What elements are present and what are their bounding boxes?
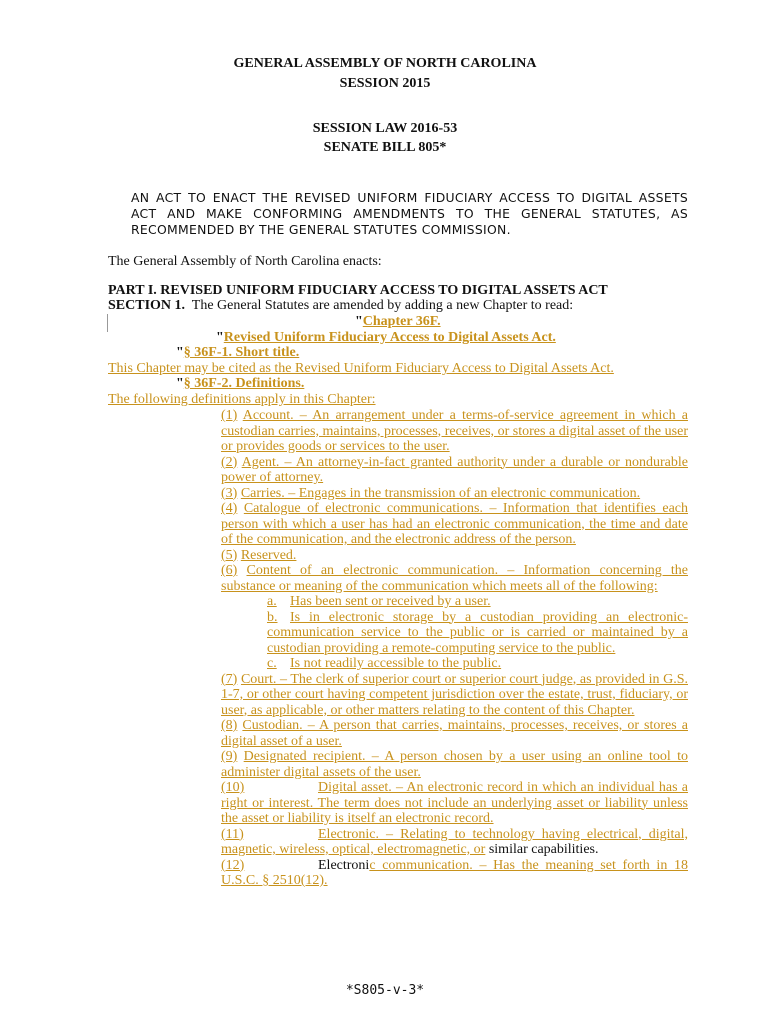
section-1 xyxy=(108,298,573,314)
definition-item xyxy=(221,548,688,564)
text-span: (4) xyxy=(221,501,238,516)
part-heading: PART I. REVISED UNIFORM FIDUCIARY ACCESS TO DIGITAL ASSETS ACT xyxy=(108,283,608,298)
chapter-heading xyxy=(355,314,441,330)
text-span: (3) xyxy=(221,485,238,501)
definition-item xyxy=(221,858,688,889)
text-span: (8) xyxy=(221,718,238,733)
text-span: similar capabilities. xyxy=(485,842,599,857)
change-bar xyxy=(107,314,108,332)
section-text: The General Statutes are amended by adding a new Chapter to read: xyxy=(191,298,574,313)
sub-item xyxy=(267,610,688,657)
definition-item xyxy=(221,780,688,827)
text-span: Carries. – Engages in the transmission of an electronic communication. xyxy=(240,485,641,501)
header-session-law: SESSION LAW 2016-53 xyxy=(312,121,458,136)
text-span: Has been sent or received by a user. xyxy=(290,594,491,609)
definition-item xyxy=(221,672,688,719)
text-span: Account. – An arrangement under a terms-of-service agreement in which a custodian carries, maintains, processes, receives, or stores a digital asset of the user or provides goods or services to the user. xyxy=(221,408,688,454)
text-span: Court. – The clerk of superior court or superior court judge, as provided in G.S. 1-7, or other court having competent jurisdiction over the estate, trust, fiduciary, or user, as applicable, or other matters relating to the content of this Chapter. xyxy=(221,671,688,718)
text-span: Electroni xyxy=(318,857,370,873)
page-footer-barcode-text: *S805-v-3* xyxy=(345,983,425,998)
sub-items xyxy=(267,594,688,672)
text-span: § 36F-2. Definitions. xyxy=(183,376,305,391)
definition-item xyxy=(221,718,688,749)
section-36f-1-heading xyxy=(176,345,299,361)
enacting-clause: The General Assembly of North Carolina enacts: xyxy=(108,254,382,269)
header-session: SESSION 2015 xyxy=(339,76,431,91)
text-span: " xyxy=(176,376,184,391)
header-bill: SENATE BILL 805* xyxy=(323,140,447,155)
text-span: " xyxy=(176,345,184,360)
text-span: § 36F-1. Short title. xyxy=(183,345,300,360)
header-assembly: GENERAL ASSEMBLY OF NORTH CAROLINA xyxy=(233,56,537,71)
text-span: Designated recipient. – A person chosen by a user using an online tool to administer digital assets of the user. xyxy=(221,749,688,780)
text-span: b. xyxy=(267,609,278,625)
text-span: Digital asset. – An electronic record in which an individual has a right or interest. The term does not include an underlying asset or liability unless the asset or liability is itself an electronic record. xyxy=(221,780,688,826)
text-span: (12) xyxy=(221,857,245,873)
text-span: Chapter 36F. xyxy=(362,314,441,329)
text-span: Electronic. – Relating to technology having electrical, digital, magnetic, wireless, optical, electromagnetic, or xyxy=(221,826,688,857)
text-span: (2) xyxy=(221,454,238,470)
text-span: Is not readily accessible to the public. xyxy=(290,656,502,671)
text-span: " xyxy=(216,330,224,345)
text-span: (6) xyxy=(221,563,238,578)
definition-item xyxy=(221,563,688,594)
definition-item xyxy=(221,749,688,780)
text-span: a. xyxy=(267,594,277,609)
section-label: SECTION 1. xyxy=(108,298,186,313)
text-span: (9) xyxy=(221,749,238,764)
act-title: AN ACT TO ENACT THE REVISED UNIFORM FIDUCIARY ACCESS TO DIGITAL ASSETS ACT AND MAKE CONFORMING AMENDMENTS TO THE GENERAL STATUTES, AS RECOMMENDED BY THE GENERAL STATUTES COMMISSION. xyxy=(131,190,688,237)
text-span: Is in electronic storage by a custodian providing an electronic-communication service to the public or is carried or maintained by a custodian providing a remote-computing service to the public. xyxy=(267,609,688,656)
text-span: Agent. – An attorney-in-fact granted authority under a durable or nondurable power of attorney. xyxy=(221,454,688,485)
text-span: Revised Uniform Fiduciary Access to Digital Assets Act. xyxy=(223,330,556,345)
section-36f-2-text: The following definitions apply in this Chapter: xyxy=(108,392,376,407)
definitions-list xyxy=(221,408,688,889)
section-36f-1-text: This Chapter may be cited as the Revised Uniform Fiduciary Access to Digital Assets Act. xyxy=(108,361,614,376)
text-span: Custodian. – A person that carries, maintains, processes, receives, or stores a digital asset of a user. xyxy=(221,718,688,749)
text-span: Content of an electronic communication. – Information concerning the substance or meaning of the communication which meets all of the following: xyxy=(221,563,688,594)
text-span: Catalogue of electronic communications. – Information that identifies each person with which a user has had an electronic communication, the time and date of the communication, and the electronic address of the person. xyxy=(221,501,689,547)
text-span: (5) xyxy=(221,547,238,563)
text-span: (11) xyxy=(221,826,244,842)
text-span: Reserved. xyxy=(240,547,297,563)
text-span: c communication. – Has the meaning set forth in 18 U.S.C. § 2510(12). xyxy=(221,857,688,888)
text-span: (7) xyxy=(221,671,238,687)
definition-item xyxy=(221,486,688,502)
sub-item xyxy=(267,656,688,672)
text-span: " xyxy=(355,314,363,329)
sub-item xyxy=(267,594,688,610)
section-36f-2-heading xyxy=(176,376,304,392)
definition-item xyxy=(221,827,688,858)
text-span: (1) xyxy=(221,408,238,423)
definition-item xyxy=(221,501,688,548)
definition-item xyxy=(221,455,688,486)
definition-item xyxy=(221,408,688,455)
text-span: c. xyxy=(267,656,277,671)
chapter-title xyxy=(216,330,556,346)
text-span: (10) xyxy=(221,780,245,795)
